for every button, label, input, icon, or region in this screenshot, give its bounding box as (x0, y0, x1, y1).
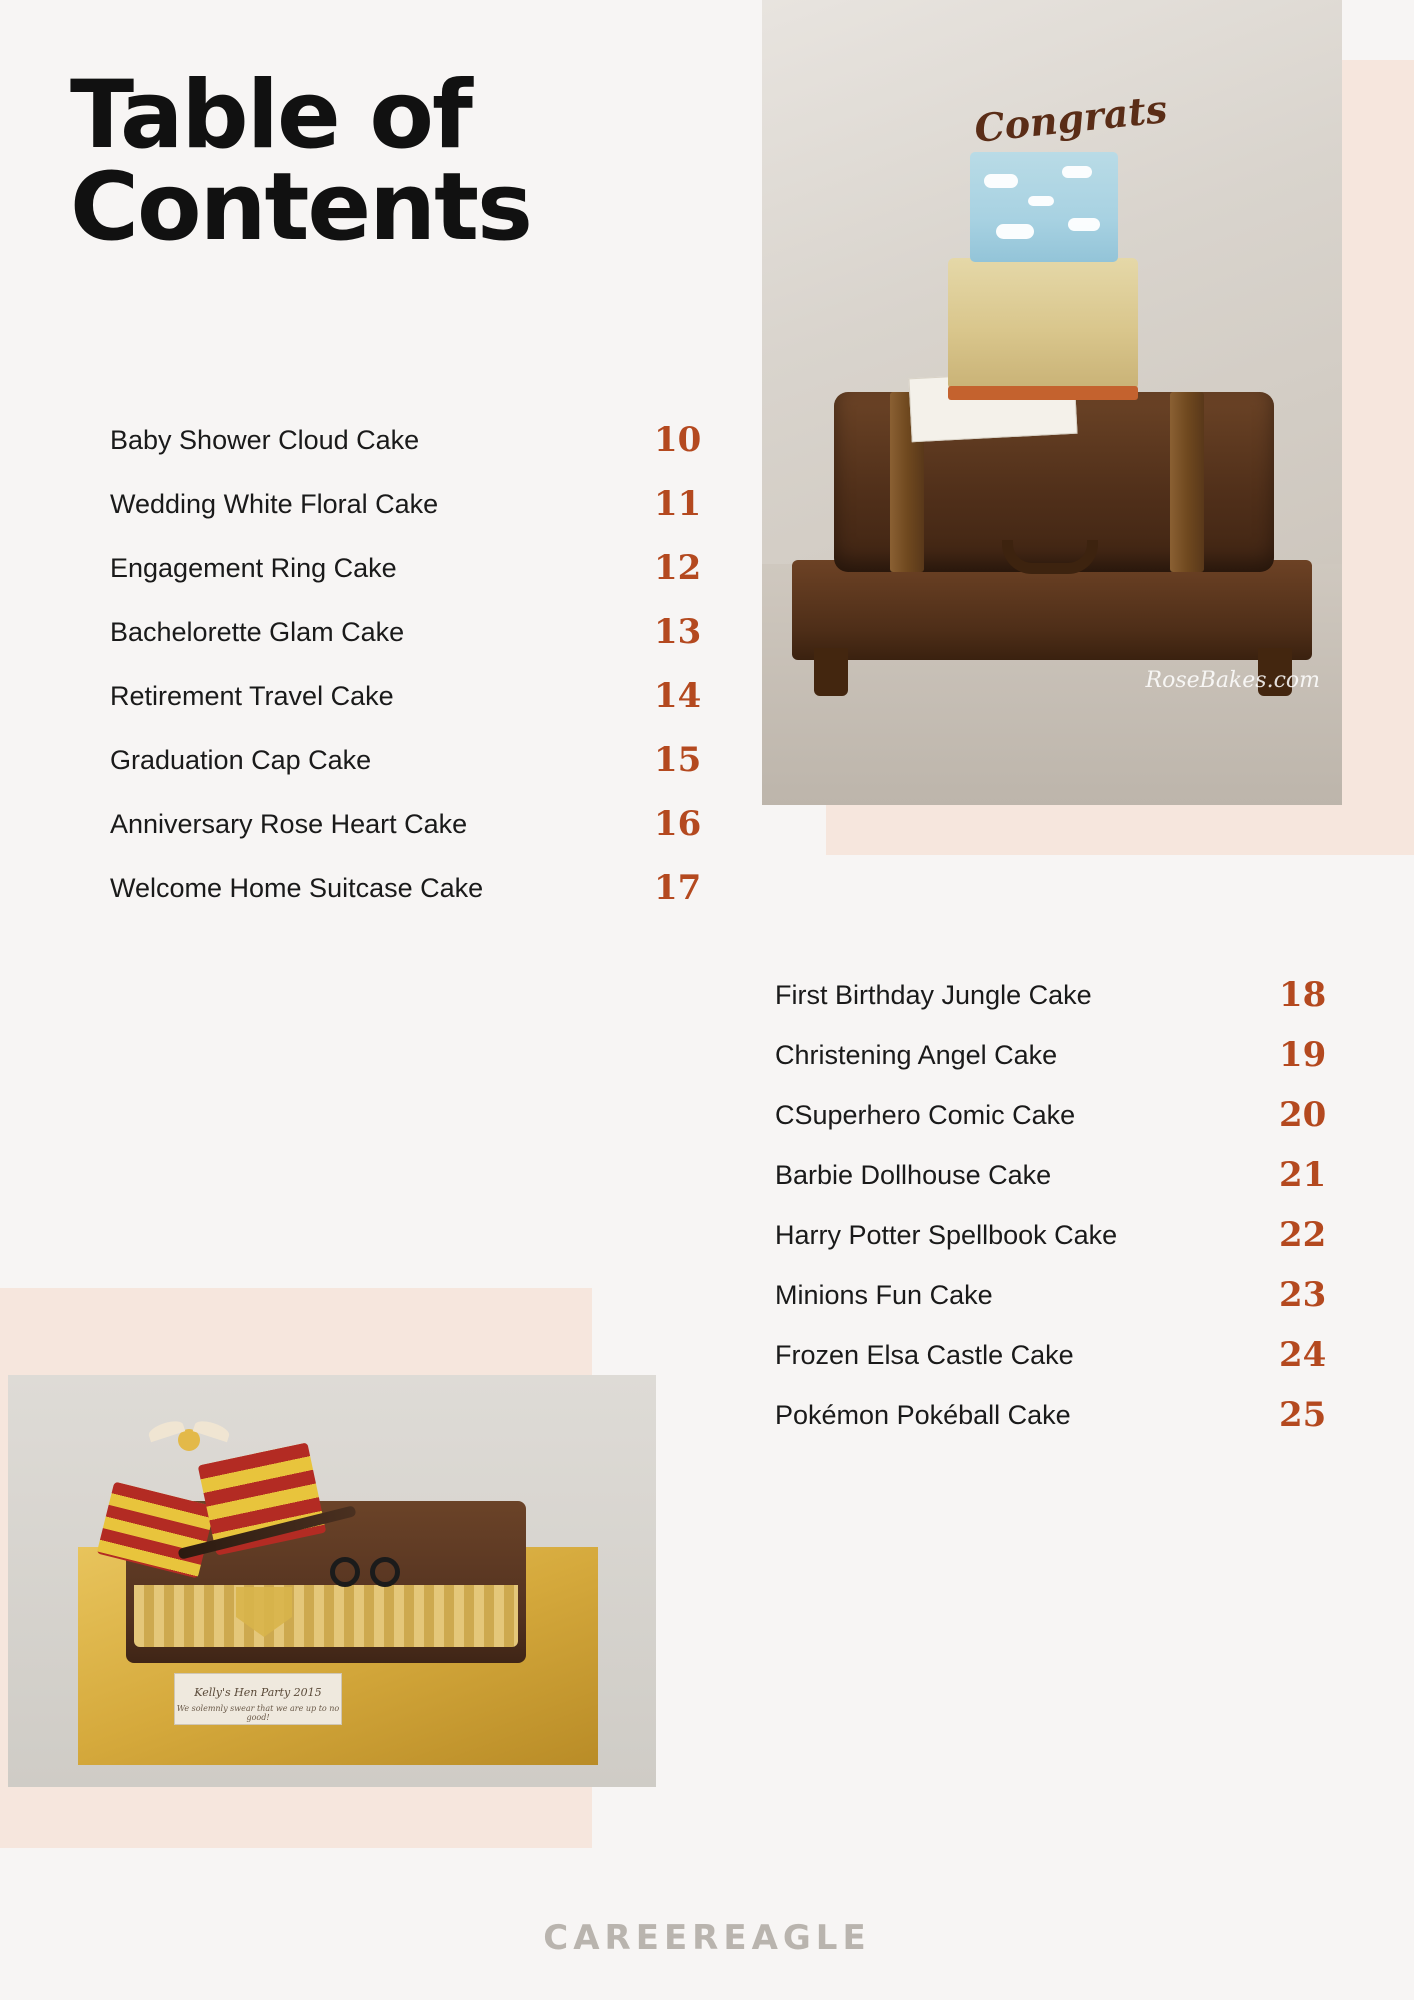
toc-entry-page: 16 (654, 804, 702, 844)
toc-entry-label: CSuperhero Comic Cake (775, 1099, 1076, 1130)
toc-entry[interactable] (110, 676, 710, 716)
toc-entry[interactable] (775, 1095, 1335, 1135)
toc-entry-page: 19 (1279, 1035, 1327, 1075)
toc-entry[interactable] (110, 484, 710, 524)
cake-plaque (174, 1673, 342, 1725)
cloud-decoration (1068, 218, 1100, 231)
toc-list-right (775, 975, 1335, 1455)
suitcase-strap (1170, 392, 1204, 572)
page-title-line-2: Contents (70, 153, 531, 263)
toc-entry[interactable] (775, 1035, 1335, 1075)
toc-entry-page: 25 (1279, 1395, 1327, 1435)
congrats-cake-topper: Congrats (972, 86, 1170, 151)
cake-board (792, 560, 1312, 660)
toc-entry[interactable] (775, 1335, 1335, 1375)
welcome-home-suitcase-cake-photo (762, 0, 1342, 805)
toc-entry-page: 12 (654, 548, 702, 588)
toc-entry[interactable] (110, 420, 710, 460)
cloud-decoration (996, 224, 1034, 239)
toc-entry[interactable] (110, 612, 710, 652)
toc-entry-page: 21 (1279, 1155, 1327, 1195)
sky-cake-tier (970, 152, 1118, 262)
toc-entry-label: Pokémon Pokéball Cake (775, 1399, 1071, 1430)
map-cake-tier (948, 258, 1138, 390)
toc-list-left (110, 420, 710, 932)
toc-entry[interactable] (775, 1395, 1335, 1435)
glasses-decoration (330, 1557, 406, 1587)
book-pages (134, 1585, 518, 1647)
toc-entry[interactable] (775, 1155, 1335, 1195)
toc-entry[interactable] (110, 740, 710, 780)
toc-entry-page: 17 (654, 868, 702, 908)
toc-entry-label: Minions Fun Cake (775, 1279, 993, 1310)
toc-entry-page: 18 (1279, 975, 1327, 1015)
toc-entry-label: Christening Angel Cake (775, 1039, 1058, 1070)
toc-entry-label: Retirement Travel Cake (110, 680, 394, 711)
toc-entry-page: 15 (654, 740, 702, 780)
page-title (70, 61, 690, 263)
toc-entry[interactable] (110, 804, 710, 844)
cake-board-foot (814, 648, 848, 696)
toc-entry-label: First Birthday Jungle Cake (775, 979, 1092, 1010)
toc-entry-page: 23 (1279, 1275, 1327, 1315)
toc-entry-label: Wedding White Floral Cake (110, 488, 439, 519)
toc-entry-page: 20 (1279, 1095, 1327, 1135)
toc-entry-label: Baby Shower Cloud Cake (110, 424, 420, 455)
cloud-decoration (1028, 196, 1054, 206)
toc-entry[interactable] (110, 868, 710, 908)
toc-entry-page: 13 (654, 612, 702, 652)
toc-entry-page: 14 (654, 676, 702, 716)
toc-entry-label: Frozen Elsa Castle Cake (775, 1339, 1074, 1370)
photo-watermark: RoseBakes.com (1145, 668, 1320, 693)
cloud-decoration (984, 174, 1018, 188)
toc-entry-label: Welcome Home Suitcase Cake (110, 872, 484, 903)
toc-entry-label: Barbie Dollhouse Cake (775, 1159, 1052, 1190)
toc-entry-label: Graduation Cap Cake (110, 744, 372, 775)
toc-entry-label: Engagement Ring Cake (110, 552, 397, 583)
page-title-line-1: Table of (70, 61, 471, 170)
harry-potter-spellbook-cake-photo (8, 1375, 656, 1787)
cake-plaque-line-2: We solemnly swear that we are up to no good! (176, 1704, 340, 1722)
toc-entry[interactable] (110, 548, 710, 588)
toc-entry-page: 24 (1279, 1335, 1327, 1375)
toc-entry[interactable] (775, 975, 1335, 1015)
footer-brand: CAREEREAGLE (543, 1918, 871, 1958)
toc-entry-page: 22 (1279, 1215, 1327, 1255)
toc-entry[interactable] (775, 1215, 1335, 1255)
cake-plaque-line-1: Kelly's Hen Party 2015 (194, 1686, 322, 1699)
toc-entry-page: 10 (654, 420, 702, 460)
toc-entry-label: Bachelorette Glam Cake (110, 616, 405, 647)
toc-entry[interactable] (775, 1275, 1335, 1315)
toc-entry-label: Harry Potter Spellbook Cake (775, 1219, 1118, 1250)
cloud-decoration (1062, 166, 1092, 178)
toc-entry-page: 11 (654, 484, 702, 524)
toc-entry-label: Anniversary Rose Heart Cake (110, 808, 468, 839)
suitcase-handle (1002, 540, 1098, 574)
